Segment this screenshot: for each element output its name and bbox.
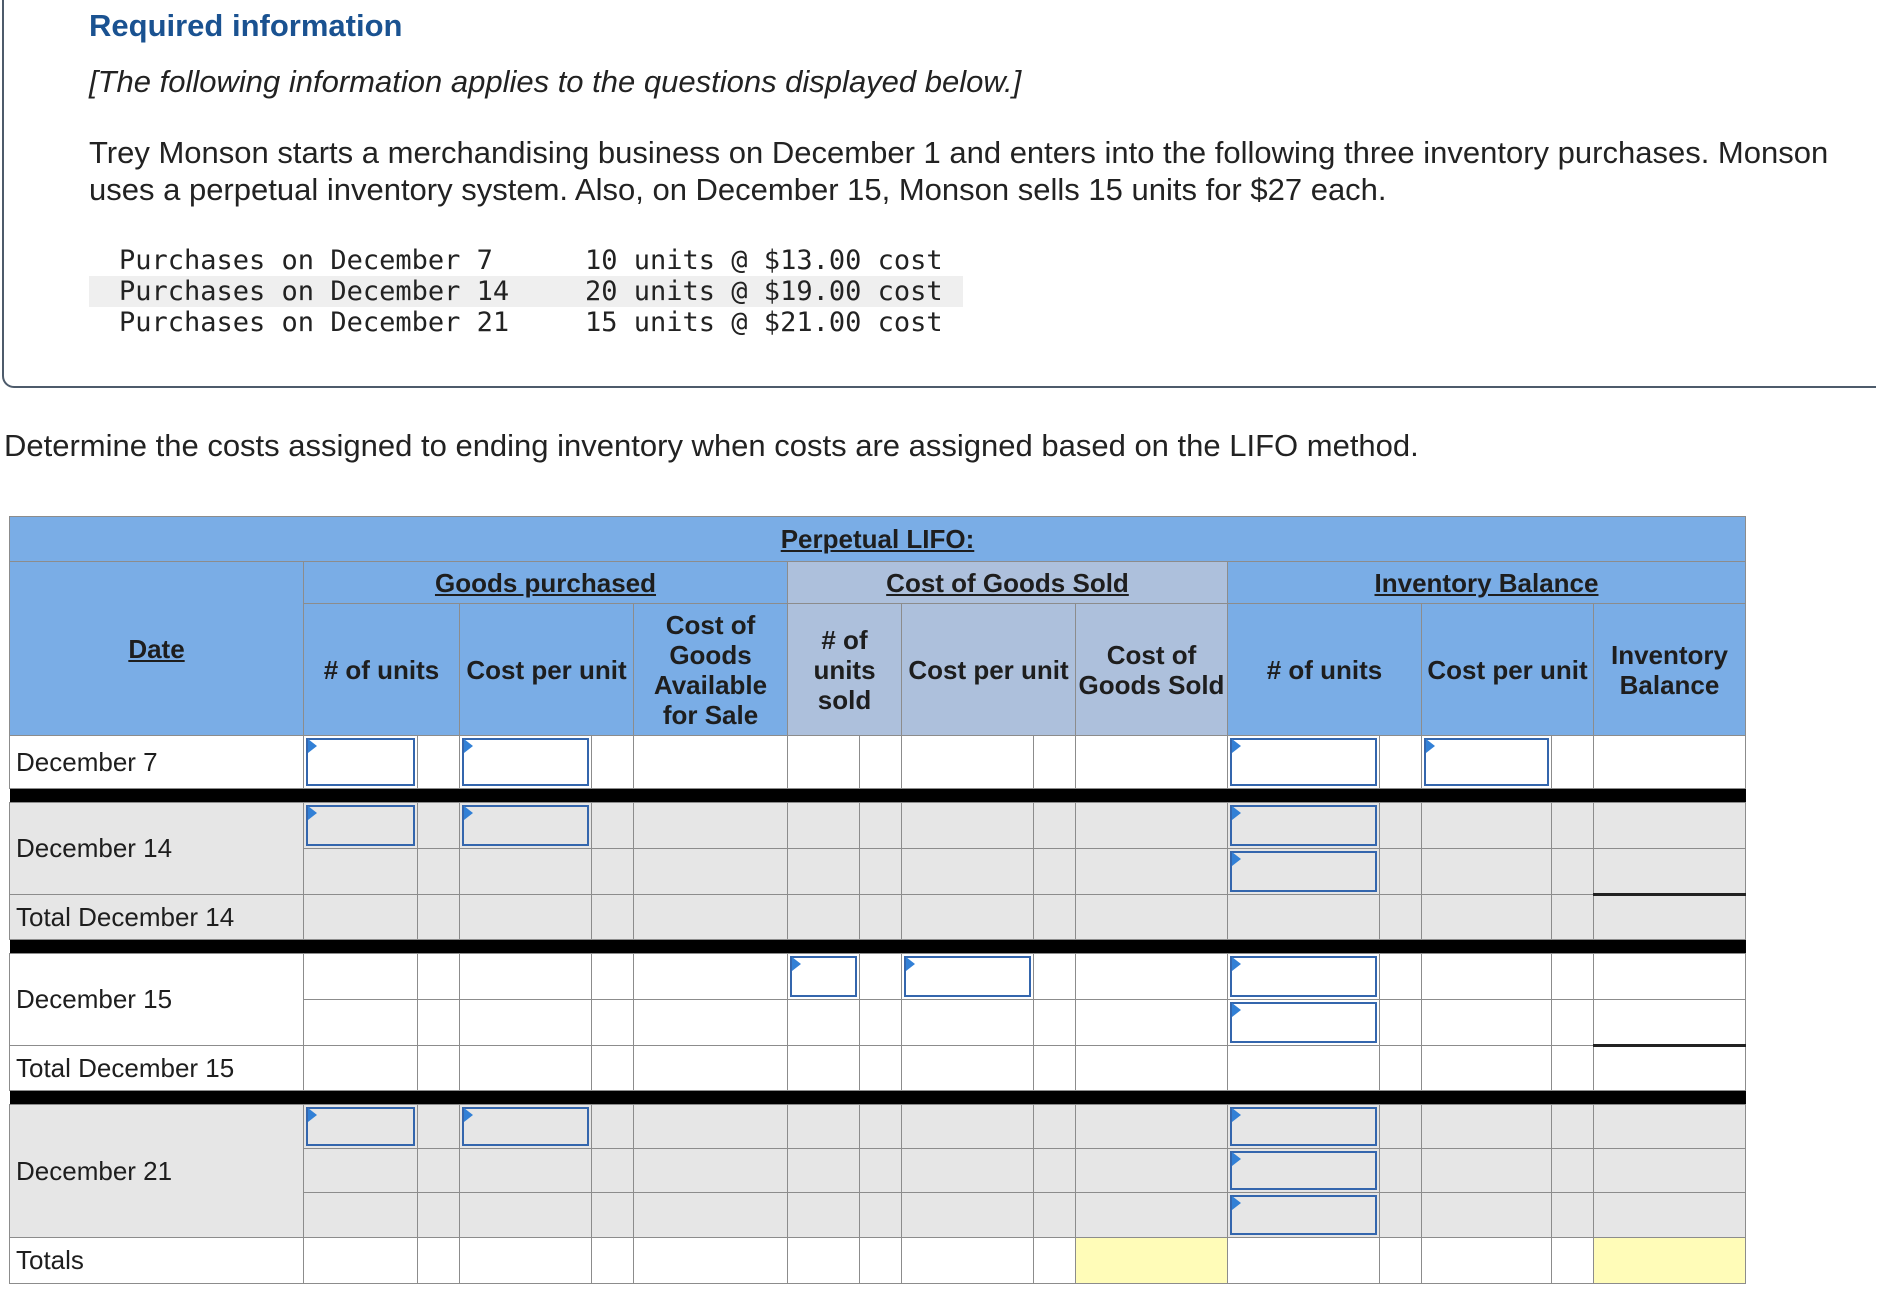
cell (1076, 849, 1228, 895)
purchase-detail: 20 units @ $19.00 cost (565, 276, 963, 307)
ib-cost-cell[interactable] (1422, 1193, 1552, 1238)
cell (1552, 849, 1594, 895)
purchase-row (89, 276, 963, 307)
cogs-grand-total-cell[interactable] (1076, 1238, 1228, 1284)
intro-paragraph: Trey Monson starts a merchandising business on December 1 and enters into the following three inventory purchases. Monson uses a perpetual inventory system. Also, on December 15, Monson sells 15 units for $27 each. (89, 135, 1829, 207)
row-label: Total December 15 (10, 1046, 304, 1091)
ib-cost-cell[interactable] (1422, 1149, 1552, 1193)
col-gp-units: # of units (304, 604, 460, 736)
cell (1076, 895, 1228, 940)
col-gp-cost-available: Cost of Goods Available for Sale (634, 604, 788, 736)
cell (1380, 849, 1422, 895)
gp-units-input[interactable] (306, 805, 415, 846)
table-title: Perpetual LIFO: (10, 517, 1746, 562)
ib-units-total-cell[interactable] (1228, 1046, 1380, 1091)
cell (1380, 1105, 1422, 1149)
gp-cogas-cell[interactable] (634, 736, 788, 789)
cell (788, 1046, 860, 1091)
ib-balance-total-cell[interactable] (1594, 1046, 1746, 1091)
cell (460, 1046, 592, 1091)
gp-units-cell[interactable] (304, 1105, 418, 1149)
col-gp-cost-per-unit: Cost per unit (460, 604, 634, 736)
cell (634, 1046, 788, 1091)
ib-units-cell[interactable] (1228, 1000, 1380, 1046)
cell (788, 803, 860, 849)
cogs-total-cell[interactable] (1076, 954, 1228, 1000)
cell (418, 1000, 460, 1046)
purchase-row (89, 307, 963, 338)
row-label: December 15 (10, 954, 304, 1046)
ib-units-input[interactable] (1230, 1151, 1377, 1190)
cell (1034, 849, 1076, 895)
cell (418, 1238, 460, 1284)
ib-units-input[interactable] (1230, 1195, 1377, 1235)
table-row (10, 1105, 1746, 1149)
cell (634, 1149, 788, 1193)
cell (418, 803, 460, 849)
row-label: Total December 14 (10, 895, 304, 940)
ib-balance-cell[interactable] (1594, 803, 1746, 849)
table-row (10, 895, 1746, 940)
gp-units-cell[interactable] (304, 736, 418, 789)
row-label: December 14 (10, 803, 304, 895)
cell (788, 849, 860, 895)
cell (304, 849, 418, 895)
cell (1380, 895, 1422, 940)
cell (860, 803, 902, 849)
cogs-units-cell[interactable] (788, 954, 860, 1000)
ib-cost-cell[interactable] (1422, 849, 1552, 895)
cell (788, 1238, 860, 1284)
purchase-detail: 15 units @ $21.00 cost (585, 307, 943, 338)
cell (592, 849, 634, 895)
cell (592, 1238, 634, 1284)
ib-balance-cell[interactable] (1594, 849, 1746, 895)
cell (592, 954, 634, 1000)
cell (1034, 1149, 1076, 1193)
cell (902, 1000, 1034, 1046)
ib-balance-cell[interactable] (1594, 1193, 1746, 1238)
cell (1380, 1046, 1422, 1091)
cell (860, 1238, 902, 1284)
ib-balance-cell[interactable] (1594, 1000, 1746, 1046)
purchase-detail: 10 units @ $13.00 cost (585, 245, 943, 276)
cell (1076, 1046, 1228, 1091)
cell (1380, 1000, 1422, 1046)
group-cost-of-goods-sold: Cost of Goods Sold (788, 562, 1228, 604)
gp-units-input[interactable] (306, 1107, 415, 1146)
ib-cost-input[interactable] (1424, 738, 1549, 786)
cell (1034, 895, 1076, 940)
cell (902, 803, 1034, 849)
cell (1034, 1105, 1076, 1149)
cell (304, 1149, 418, 1193)
cell (1076, 803, 1228, 849)
ib-units-input[interactable] (1230, 1107, 1377, 1146)
cell (304, 1238, 418, 1284)
col-cogs-units-sold: # of units sold (788, 604, 902, 736)
ib-units-total-cell[interactable] (1228, 895, 1380, 940)
cell (592, 1105, 634, 1149)
cell (1422, 1046, 1552, 1091)
cell (860, 954, 902, 1000)
cell (1380, 1238, 1422, 1284)
cell (1552, 1193, 1594, 1238)
purchase-label: Purchases on December 7 (119, 245, 493, 276)
cell (592, 803, 634, 849)
ib-units-cell[interactable] (1228, 803, 1380, 849)
ib-cost-cell[interactable] (1422, 1000, 1552, 1046)
cell (460, 1149, 592, 1193)
cell (860, 1000, 902, 1046)
required-info-title: Required information (89, 8, 403, 43)
cell (592, 736, 634, 789)
cell (902, 895, 1034, 940)
row-label: December 7 (10, 736, 304, 789)
cell (860, 1149, 902, 1193)
cell (418, 736, 460, 789)
row-separator (10, 789, 1746, 803)
gp-units-cell[interactable] (304, 803, 418, 849)
cell (788, 1149, 860, 1193)
cell (1552, 1105, 1594, 1149)
cell (1034, 1238, 1076, 1284)
cell (1034, 803, 1076, 849)
cell (788, 1193, 860, 1238)
row-label: Totals (10, 1238, 304, 1284)
cell (902, 1105, 1034, 1149)
cell (304, 1193, 418, 1238)
purchases-table (89, 245, 963, 338)
cell (634, 1193, 788, 1238)
cell (1552, 1046, 1594, 1091)
gp-cogas-cell[interactable] (634, 1105, 788, 1149)
cell (860, 1046, 902, 1091)
ib-cost-cell[interactable] (1422, 1105, 1552, 1149)
col-ib-balance: Inventory Balance (1594, 604, 1746, 736)
ib-balance-cell[interactable] (1594, 1105, 1746, 1149)
cell (1422, 895, 1552, 940)
cell (1380, 736, 1422, 789)
group-inventory-balance: Inventory Balance (1228, 562, 1746, 604)
ib-balance-cell[interactable] (1594, 1149, 1746, 1193)
cell (902, 1046, 1034, 1091)
cell (418, 895, 460, 940)
ib-units-cell[interactable] (1228, 1193, 1380, 1238)
cell (1076, 1105, 1228, 1149)
cogs-cost-cell[interactable] (902, 954, 1034, 1000)
ending-inventory-total-cell[interactable] (1594, 1238, 1746, 1284)
cell (1034, 1046, 1076, 1091)
ib-units-cell[interactable] (1228, 1105, 1380, 1149)
ib-units-input[interactable] (1230, 851, 1377, 892)
cell (860, 1105, 902, 1149)
col-ib-cost-per-unit: Cost per unit (1422, 604, 1594, 736)
ib-cost-cell[interactable] (1422, 736, 1552, 789)
cell (1228, 1238, 1380, 1284)
cell (1552, 736, 1594, 789)
cell (1552, 803, 1594, 849)
cell (902, 1149, 1034, 1193)
cell (1076, 1149, 1228, 1193)
cell (1422, 1238, 1552, 1284)
cell (592, 895, 634, 940)
cell (1380, 803, 1422, 849)
cell (1552, 954, 1594, 1000)
cell (592, 1193, 634, 1238)
cell (860, 849, 902, 895)
ib-units-cell[interactable] (1228, 736, 1380, 789)
cell (634, 895, 788, 940)
cell (634, 1238, 788, 1284)
cell (460, 1000, 592, 1046)
purchase-label: Purchases on December 14 (89, 276, 565, 307)
cell (460, 1193, 592, 1238)
col-cogs-cost-per-unit: Cost per unit (902, 604, 1076, 736)
cell (1034, 1000, 1076, 1046)
ib-units-cell[interactable] (1228, 849, 1380, 895)
cell (460, 1238, 592, 1284)
ib-units-cell[interactable] (1228, 954, 1380, 1000)
cell (460, 849, 592, 895)
cell (418, 1193, 460, 1238)
cogs-units-input[interactable] (790, 956, 857, 997)
cell (788, 1105, 860, 1149)
cell (304, 895, 418, 940)
ib-units-cell[interactable] (1228, 1149, 1380, 1193)
cell (902, 1238, 1034, 1284)
cell (418, 849, 460, 895)
gp-cost-cell[interactable] (460, 803, 592, 849)
cell (1552, 1238, 1594, 1284)
cell (634, 1000, 788, 1046)
cogs-total-cell (1076, 736, 1228, 789)
cell (1034, 736, 1076, 789)
group-goods-purchased: Goods purchased (304, 562, 788, 604)
gp-cogas-cell[interactable] (634, 803, 788, 849)
cell (304, 954, 418, 1000)
gp-cost-cell[interactable] (460, 1105, 592, 1149)
cell (1552, 895, 1594, 940)
table-row (10, 1238, 1746, 1284)
gp-units-input[interactable] (306, 738, 415, 786)
cell (634, 849, 788, 895)
col-cogs-total: Cost of Goods Sold (1076, 604, 1228, 736)
table-row (10, 1046, 1746, 1091)
cell (1380, 1149, 1422, 1193)
gp-cost-input[interactable] (462, 1107, 589, 1146)
ib-balance-cell[interactable] (1594, 736, 1746, 789)
cell (1552, 1149, 1594, 1193)
ib-units-input[interactable] (1230, 805, 1377, 846)
col-ib-units: # of units (1228, 604, 1422, 736)
cell (304, 1000, 418, 1046)
cogs-cost-cell (902, 736, 1034, 789)
cell (788, 895, 860, 940)
cell (634, 954, 788, 1000)
cell (460, 895, 592, 940)
table-row (10, 954, 1746, 1000)
table-row (10, 803, 1746, 849)
row-separator (10, 940, 1746, 954)
gp-cost-input[interactable] (462, 805, 589, 846)
gp-cost-input[interactable] (462, 738, 589, 786)
cell (1552, 1000, 1594, 1046)
cell (860, 895, 902, 940)
cell (788, 1000, 860, 1046)
perpetual-lifo-table (9, 516, 1746, 1284)
cell (1076, 1193, 1228, 1238)
cell (418, 954, 460, 1000)
cell (1034, 1193, 1076, 1238)
cell (304, 1046, 418, 1091)
cell (902, 1193, 1034, 1238)
purchase-label: Purchases on December 21 (119, 307, 510, 338)
cell (418, 1105, 460, 1149)
ib-cost-cell[interactable] (1422, 954, 1552, 1000)
cell (592, 1000, 634, 1046)
cell (418, 1046, 460, 1091)
ib-units-input[interactable] (1230, 1002, 1377, 1043)
ib-balance-total-cell[interactable] (1594, 895, 1746, 940)
purchase-row (89, 245, 963, 276)
question-text: Determine the costs assigned to ending inventory when costs are assigned based on the LIFO method. (4, 428, 1419, 463)
table-row (10, 736, 1746, 789)
cell (1076, 1000, 1228, 1046)
cogs-cost-input[interactable] (904, 956, 1031, 997)
cell (1380, 954, 1422, 1000)
row-separator (10, 1091, 1746, 1105)
cell (1380, 1193, 1422, 1238)
ib-cost-cell[interactable] (1422, 803, 1552, 849)
gp-cost-cell[interactable] (460, 736, 592, 789)
cogs-units-cell (788, 736, 860, 789)
ib-units-input[interactable] (1230, 956, 1377, 997)
cell (592, 1149, 634, 1193)
cell (460, 954, 592, 1000)
row-label: December 21 (10, 1105, 304, 1238)
ib-units-input[interactable] (1230, 738, 1377, 786)
col-date: Date (10, 562, 304, 736)
cell (418, 1149, 460, 1193)
ib-balance-cell[interactable] (1594, 954, 1746, 1000)
cell (902, 849, 1034, 895)
applies-note: [The following information applies to the questions displayed below.] (89, 64, 1022, 99)
cell (592, 1046, 634, 1091)
cell (860, 736, 902, 789)
cell (860, 1193, 902, 1238)
cell (1034, 954, 1076, 1000)
